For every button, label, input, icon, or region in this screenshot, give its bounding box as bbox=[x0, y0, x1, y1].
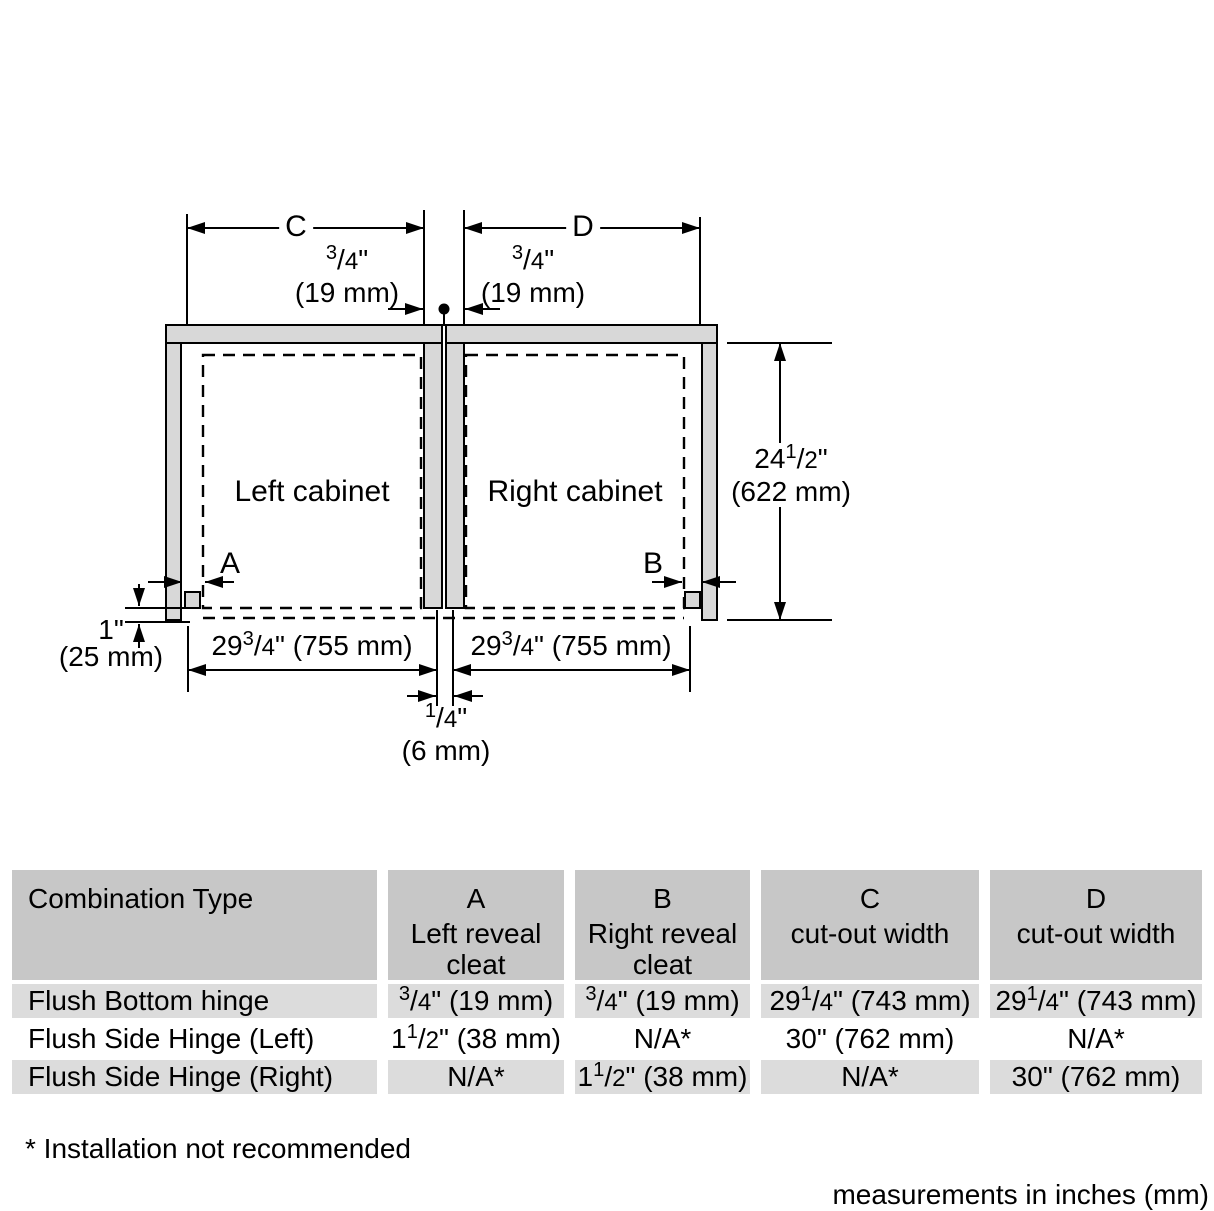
cleat-height-dim-label bbox=[59, 616, 163, 670]
cell-d: $29^1/4$" (743 mm) bbox=[990, 984, 1202, 1018]
cell-c: $29^1/4$" (743 mm) bbox=[761, 984, 979, 1018]
dim-c-label: C bbox=[279, 211, 313, 242]
dim-d-label: D bbox=[566, 211, 600, 242]
left-cleat bbox=[185, 592, 200, 608]
cleat-height-inches: 1" bbox=[98, 614, 124, 645]
center-gap-dim-label bbox=[401, 699, 491, 766]
header-col-b: B Right reveal cleat bbox=[575, 870, 750, 980]
cutout-height-mm: (622 mm) bbox=[731, 476, 851, 507]
table-row-flush-side-hinge-left bbox=[12, 1022, 1202, 1056]
footnote: * Installation not recommended bbox=[25, 1133, 411, 1164]
cell-d: N/A* bbox=[990, 1022, 1202, 1056]
left-reveal-mm: (19 mm) bbox=[294, 277, 400, 308]
cell-a: $1^1/2$" (38 mm) bbox=[388, 1022, 564, 1056]
center-right-panel bbox=[446, 343, 464, 608]
header-col-a: A Left reveal cleat bbox=[388, 870, 564, 980]
right-side-panel bbox=[702, 343, 717, 620]
left-side-panel bbox=[166, 343, 181, 620]
right-cabinet-label: Right cabinet bbox=[487, 475, 663, 508]
cleat-a-label: A bbox=[219, 547, 241, 580]
row-label: Flush Bottom hinge bbox=[12, 984, 377, 1018]
table-row-flush-bottom-hinge bbox=[12, 984, 1202, 1018]
left-reveal-inches: $^3$/4" bbox=[325, 241, 369, 275]
left-cabinet-label: Left cabinet bbox=[234, 475, 390, 508]
center-gap-in-bar bbox=[443, 324, 445, 344]
cleat-height-mm: (25 mm) bbox=[58, 641, 164, 672]
right-reveal-mm: (19 mm) bbox=[480, 277, 586, 308]
cell-b: $^3$/4" (19 mm) bbox=[575, 984, 750, 1018]
right-reveal-dim-label bbox=[480, 241, 586, 308]
cell-b: $1^1/2$" (38 mm) bbox=[575, 1060, 750, 1094]
cell-c: 30" (762 mm) bbox=[761, 1022, 979, 1056]
left-opening-width-label: $29^3/4$" (755 mm) bbox=[211, 627, 413, 661]
cell-c: N/A* bbox=[761, 1060, 979, 1094]
table-header-row bbox=[12, 870, 1202, 980]
right-cleat bbox=[685, 592, 700, 608]
right-opening-width-label: $29^3/4$" (755 mm) bbox=[470, 627, 672, 661]
cleat-b-label: B bbox=[642, 547, 664, 580]
header-col-d: D cut-out width bbox=[990, 870, 1202, 980]
table-row-flush-side-hinge-right bbox=[12, 1060, 1202, 1094]
cutout-height-dim-label bbox=[725, 440, 857, 507]
cutout-height-inches: $24^1/2$" bbox=[754, 440, 828, 474]
cell-b: N/A* bbox=[575, 1022, 750, 1056]
row-label: Flush Side Hinge (Right) bbox=[12, 1060, 377, 1094]
cell-a: $^3$/4" (19 mm) bbox=[388, 984, 564, 1018]
center-reference-dot bbox=[439, 304, 450, 315]
units-note: measurements in inches (mm) bbox=[832, 1179, 1209, 1210]
right-reveal-inches: $^3$/4" bbox=[511, 241, 555, 275]
header-combination-type: Combination Type bbox=[12, 870, 377, 980]
header-col-c: C cut-out width bbox=[761, 870, 979, 980]
row-label: Flush Side Hinge (Left) bbox=[12, 1022, 377, 1056]
cell-a: N/A* bbox=[388, 1060, 564, 1094]
center-left-panel bbox=[424, 343, 442, 608]
combination-table bbox=[1, 866, 1213, 1098]
cell-d: 30" (762 mm) bbox=[990, 1060, 1202, 1094]
left-reveal-dim-label bbox=[294, 241, 400, 308]
center-gap-inches: $^1$/4" bbox=[424, 699, 468, 733]
cabinet-structure bbox=[166, 325, 717, 620]
center-gap-mm: (6 mm) bbox=[401, 735, 491, 766]
